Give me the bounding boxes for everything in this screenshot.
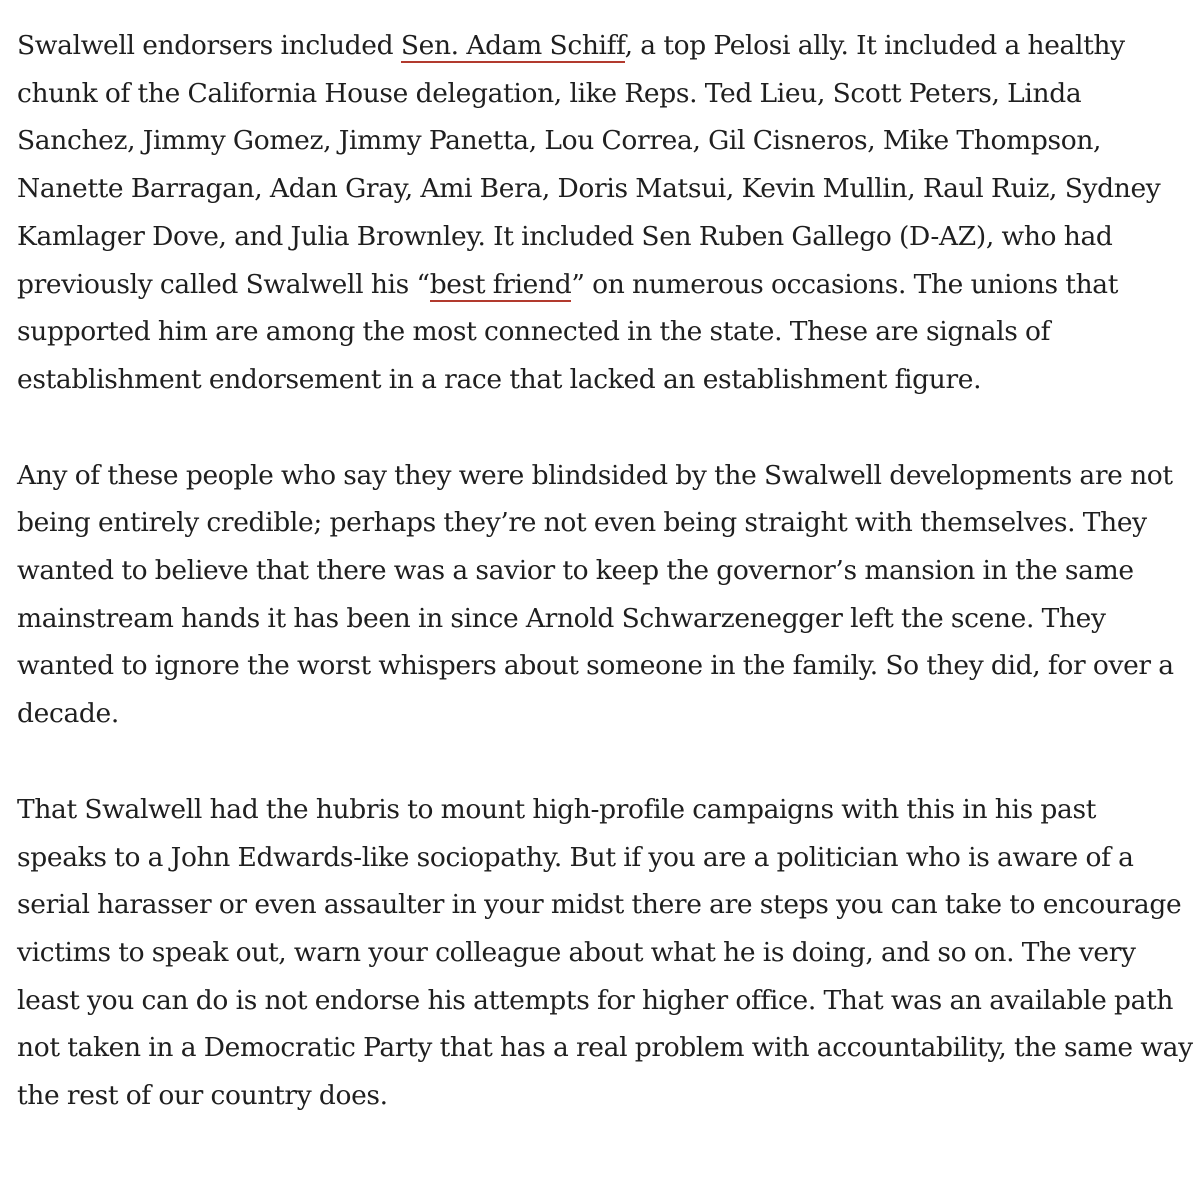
text-segment: Any of these people who say they were blindsided by the Swalwell developments are not being entirely credible; perhaps they’re not even being straight with themselves. They wanted to believe that there was a savior to keep the governor’s mansion in the same mainstream hands it has been in since Arnold Schwarzenegger left the scene. They wanted to ignore the worst whispers about someone in the family. So they did, for over a decade. (17, 459, 1174, 730)
paragraph-hubris (17, 786, 1193, 1120)
link-sen-adam-schiff[interactable]: Sen. Adam Schiff (400, 30, 625, 61)
text-segment: , a top Pelosi ally. It included a healthy chunk of the California House delegation, like Reps. Ted Lieu, Scott Peters, Linda Sanchez, Jimmy Gomez, Jimmy Panetta, Lou Correa, Gil Cisneros, Mike Thompson, Nanette Barragan, Adan Gray, Ami Bera, Doris Matsui, Kevin Mullin, Raul Ruiz, Sydney Kamlager Dove, and Julia Brownley. It included Sen Ruben Gallego (D-AZ), who had previously called Swalwell his “ (17, 30, 1161, 300)
paragraph-blindsided (17, 452, 1193, 738)
link-best-friend[interactable]: best friend (429, 268, 572, 300)
text-segment: That Swalwell had the hubris to mount high-profile campaigns with this in his past speaks to a John Edwards-like sociopathy. But if you are a politician who is aware of a serial harasser or even assaulter in your midst there are steps you can take to encourage victims to speak out, warn your colleague about what he is doing, and so on. The very least you can do is not endorse his attempts for higher office. That was an available path not taken in a Democratic Party that has a real problem with accountability, the same way the rest of our country does. (17, 793, 1193, 1112)
article-body (17, 22, 1193, 1168)
paragraph-endorsers (17, 22, 1193, 404)
text-segment: Swalwell endorsers included (17, 30, 401, 61)
text-segment: ” on numerous occasions. The unions that supported him are among the most connected in the state. These are signals of establishment endorsement in a race that lacked an establishment figure. (17, 268, 1119, 395)
